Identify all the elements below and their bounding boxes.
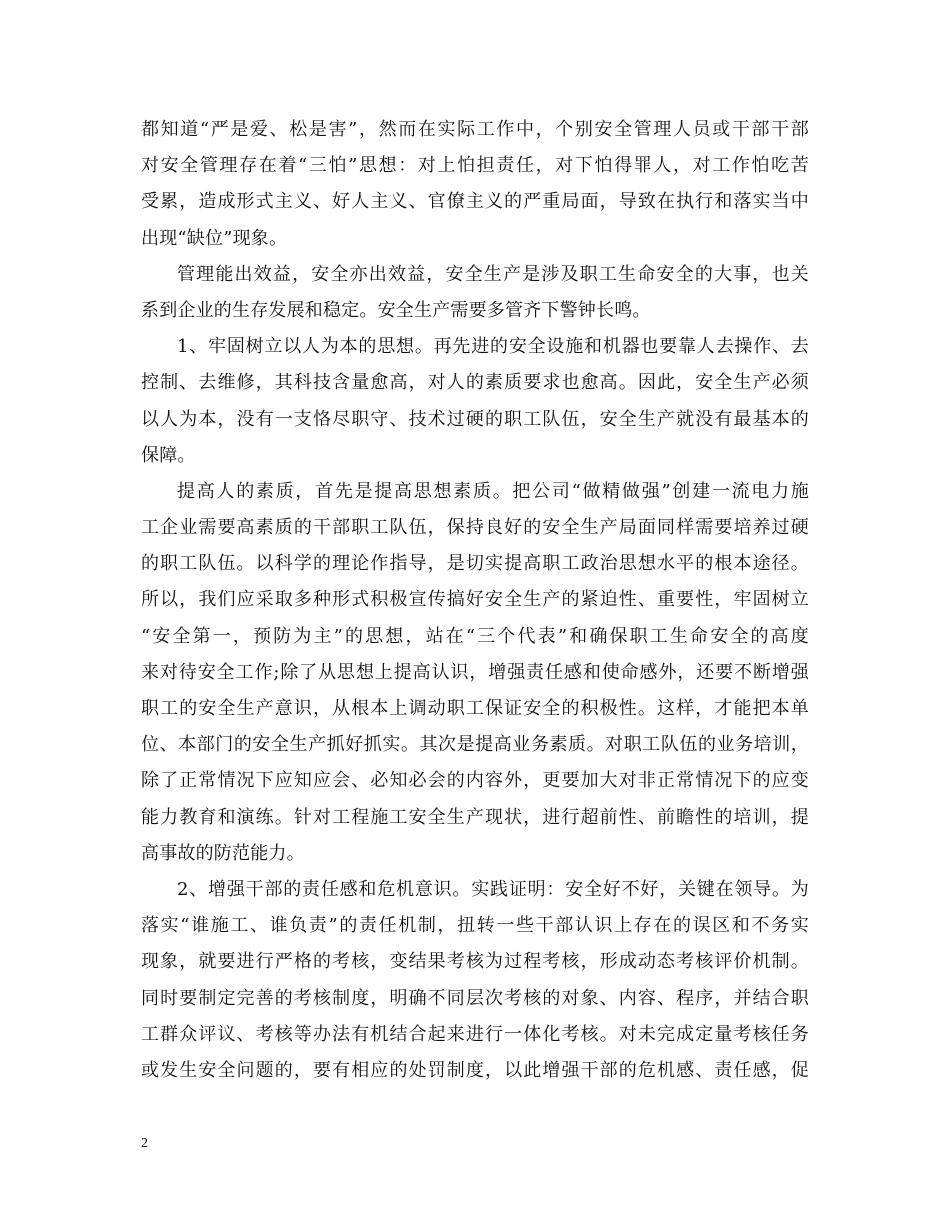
text-line: 工群众评议、考核等办法有机结合起来进行一体化考核。对未完成定量考核任务 <box>141 1023 809 1045</box>
text-line: 同时要制定完善的考核制度，明确不同层次考核的对象、内容、程序，并结合职 <box>141 987 809 1009</box>
text-line: 控制、去维修，其科技含量愈高，对人的素质要求也愈高。因此，安全生产必须 <box>141 372 809 394</box>
text-line: 1、牢固树立以人为本的思想。再先进的安全设施和机器也要靠人去操作、去 <box>177 336 809 358</box>
text-line: 都知道“严是爱、松是害”，然而在实际工作中，个别安全管理人员或干部干部 <box>141 119 809 140</box>
text-line: 落实“谁施工、谁负责”的责任机制，扭转一些干部认识上存在的误区和不务实 <box>141 915 809 937</box>
page-number: 2 <box>141 1136 148 1151</box>
text-line: 管理能出效益，安全亦出效益，安全生产是涉及职工生命安全的大事，也关 <box>177 263 809 285</box>
text-line: 高事故的防范能力。 <box>141 842 305 864</box>
text-line: 受累，造成形式主义、好人主义、官僚主义的严重局面，导致在执行和落实当中 <box>141 191 809 213</box>
text-line: 位、本部门的安全生产抓好抓实。其次是提高业务素质。对职工队伍的业务培训， <box>141 734 809 756</box>
text-line: 保障。 <box>141 444 196 466</box>
text-line: 工企业需要高素质的干部职工队伍，保持良好的安全生产局面同样需要培养过硬 <box>141 517 809 539</box>
text-line: 2、增强干部的责任感和危机意识。实践证明：安全好不好，关键在领导。为 <box>177 878 809 900</box>
text-line: “安全第一，预防为主”的思想，站在“三个代表”和确保职工生命安全的高度 <box>141 625 809 647</box>
text-line: 的职工队伍。以科学的理论作指导，是切实提高职工政治思想水平的根本途径。 <box>141 553 809 575</box>
text-line: 对安全管理存在着“三怕”思想：对上怕担责任，对下怕得罪人，对工作怕吃苦 <box>141 155 809 177</box>
text-line: 或发生安全问题的，要有相应的处罚制度，以此增强干部的危机感、责任感，促 <box>141 1059 809 1081</box>
text-line: 提高人的素质，首先是提高思想素质。把公司“做精做强”创建一流电力施 <box>177 480 809 502</box>
text-line: 除了正常情况下应知应会、必知必会的内容外，更要加大对非正常情况下的应变 <box>141 770 809 792</box>
text-line: 系到企业的生存发展和稳定。安全生产需要多管齐下警钟长鸣。 <box>141 299 651 321</box>
text-line: 现象，就要进行严格的考核，变结果考核为过程考核，形成动态考核评价机制。 <box>141 951 809 973</box>
text-line: 出现“缺位”现象。 <box>141 227 288 249</box>
text-line: 以人为本，没有一支恪尽职守、技术过硬的职工队伍，安全生产就没有最基本的 <box>141 408 809 430</box>
text-line: 来对待安全工作;除了从思想上提高认识，增强责任感和使命感外，还要不断增强 <box>141 661 809 683</box>
text-line: 能力教育和演练。针对工程施工安全生产现状，进行超前性、前瞻性的培训，提 <box>141 806 809 828</box>
text-line: 所以，我们应采取多种形式积极宣传搞好安全生产的紧迫性、重要性，牢固树立 <box>141 589 809 611</box>
text-line: 职工的安全生产意识，从根本上调动职工保证安全的积极性。这样，才能把本单 <box>141 698 809 719</box>
body-text <box>141 112 809 1089</box>
